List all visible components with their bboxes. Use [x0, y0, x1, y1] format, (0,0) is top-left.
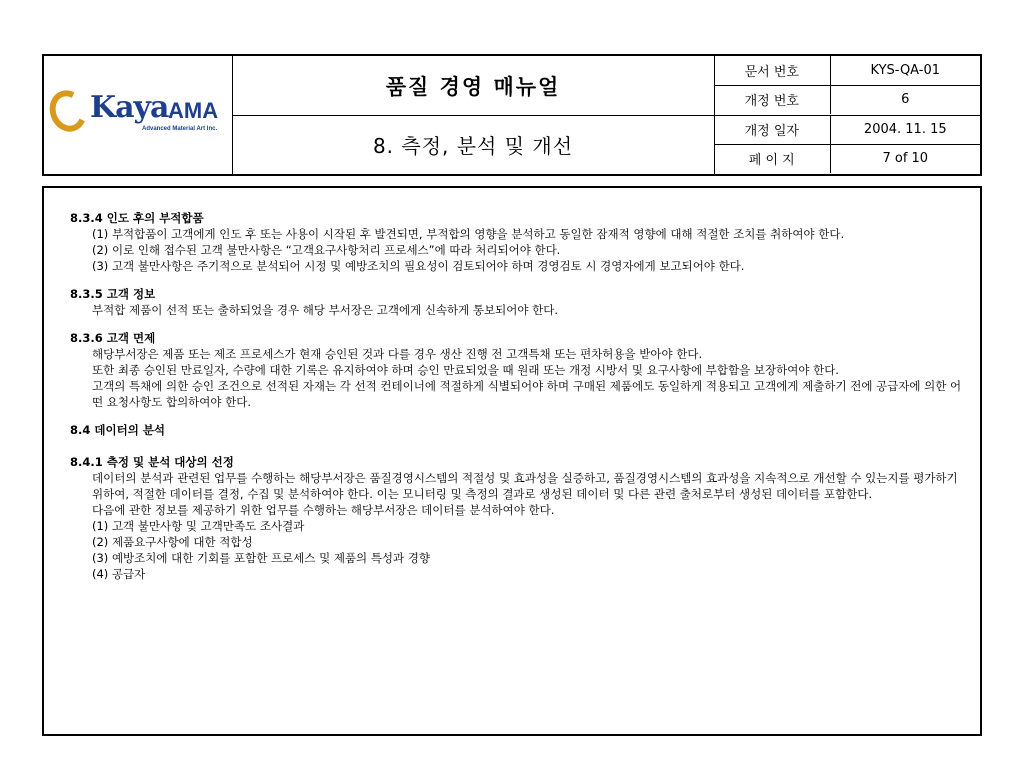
logo-brand: Kaya — [90, 90, 169, 125]
list-item: (3) 예방조치에 대한 기회를 포함한 프로세스 및 제품의 특성과 경향 — [92, 551, 431, 565]
logo-brand-suffix: AMA — [168, 98, 219, 123]
meta-label: 페 이 지 — [714, 144, 831, 173]
paragraph: 고객의 특채에 의한 승인 조건으로 선적된 자재는 각 선적 컨테이너에 적절하게 식별되어야 하며 구매된 제품에도 동일하게 적용되고 고객에게 제출하기 전에 공급자에 의한 어떤 요청사항도 합의하여야 한다. — [92, 379, 962, 409]
meta-label: 개정 번호 — [714, 85, 831, 114]
section-heading: 8.4.1 측정 및 분석 대상의 선정 — [70, 455, 234, 469]
meta-value: KYS-QA-01 — [870, 63, 941, 78]
section-heading: 8.3.5 고객 정보 — [70, 287, 156, 301]
meta-value: 7 of 10 — [882, 151, 929, 166]
meta-label: 개정 일자 — [714, 115, 831, 144]
list-item: (4) 공급자 — [92, 567, 146, 581]
logo-tagline: Advanced Material Art Inc. — [142, 126, 218, 132]
meta-row-revision-number — [714, 85, 980, 114]
paragraph: (3) 고객 불만사항은 주기적으로 분석되어 시정 및 예방조치의 필요성이 검토되어야 하며 경영검토 시 경영자에게 보고되어야 한다. — [92, 259, 745, 273]
section-8-3-5 — [70, 286, 970, 318]
paragraph: (1) 부적합품이 고객에게 인도 후 또는 사용이 시작된 후 발견되면, 부적합의 영향을 분석하고 동일한 잠재적 영향에 대해 적절한 조치를 취하여야 한다. — [92, 227, 845, 241]
paragraph: 다음에 관한 정보를 제공하기 위한 업무를 수행하는 해당부서장은 데이터를 분석하여야 한다. — [92, 503, 555, 517]
section-8-4 — [70, 422, 970, 438]
meta-label: 문서 번호 — [714, 56, 831, 85]
document-meta-table — [714, 56, 980, 174]
section-8-4-1 — [70, 454, 970, 582]
section-heading: 8.3.6 고객 면제 — [70, 331, 156, 345]
paragraph: (2) 이로 인해 접수된 고객 불만사항은 “고객요구사항처리 프로세스”에 따라 처리되어야 한다. — [92, 243, 561, 257]
meta-row-doc-number — [714, 56, 980, 85]
document-header — [42, 54, 982, 176]
meta-row-page — [714, 144, 980, 173]
meta-row-revision-date — [714, 115, 980, 144]
document-body — [42, 186, 982, 736]
logo-ring-icon — [44, 85, 92, 137]
paragraph: 또한 최종 승인된 만료일자, 수량에 대한 기록은 유지하여야 하며 승인 만료되었을 때 원래 또는 개정 시방서 및 요구사항에 부합함을 보장하여야 한다. — [92, 363, 839, 377]
section-heading: 8.3.4 인도 후의 부적합품 — [70, 211, 204, 225]
list-item: (2) 제품요구사항에 대한 적합성 — [92, 535, 253, 549]
meta-value: 2004. 11. 15 — [863, 122, 947, 137]
document-text — [70, 210, 970, 594]
section-8-3-6 — [70, 330, 970, 410]
paragraph: 해당부서장은 제품 또는 제조 프로세스가 현재 승인된 것과 다를 경우 생산 진행 전 고객특채 또는 편차허용을 받아야 한다. — [92, 347, 703, 361]
paragraph: 데이터의 분석과 관련된 업무를 수행하는 해당부서장은 품질경영시스템의 적절성 및 효과성을 실증하고, 품질경영시스템의 효과성을 지속적으로 개선할 수 있는지를 평가하기 위하여, 적절한 데이터를 결정, 수집 및 분석하여야 한다. 이는 모니터링 및 측정의 결과로 생성된 데이터 및 다른 관련 출처로부터 생성된 데이터를 포함한다. — [92, 471, 958, 501]
chapter-title: 8. 측정, 분석 및 개선 — [232, 115, 715, 174]
company-logo — [50, 84, 230, 144]
paragraph: 부적합 제품이 선적 또는 출하되었을 경우 해당 부서장은 고객에게 신속하게 통보되어야 한다. — [92, 303, 559, 317]
list-item: (1) 고객 불만사항 및 고객만족도 조사결과 — [92, 519, 305, 533]
section-8-3-4 — [70, 210, 970, 274]
logo-cell — [44, 56, 233, 174]
meta-value: 6 — [901, 92, 910, 107]
section-heading: 8.4 데이터의 분석 — [70, 423, 166, 437]
manual-title: 품질 경영 매뉴얼 — [232, 56, 715, 116]
